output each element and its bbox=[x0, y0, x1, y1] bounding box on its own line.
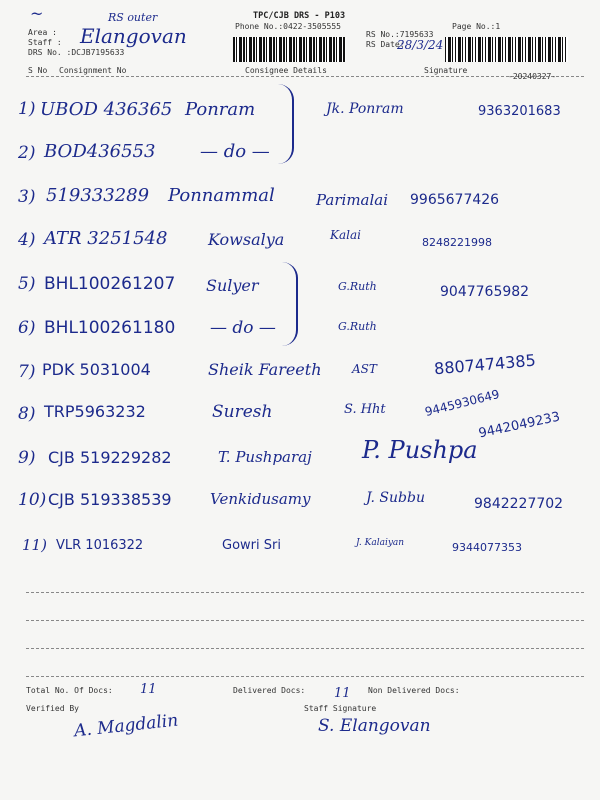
total-docs-value: 11 bbox=[140, 682, 157, 697]
receiver-signature: G.Ruth bbox=[338, 320, 377, 333]
receiver-signature: G.Ruth bbox=[338, 280, 377, 293]
receiver-signature: P. Pushpa bbox=[362, 436, 478, 464]
consignee-name: Sheik Fareeth bbox=[208, 360, 322, 379]
consignment-number: CJB 519229282 bbox=[48, 448, 172, 467]
consignee-name: Suresh bbox=[212, 402, 273, 422]
receiver-phone: 9363201683 bbox=[478, 104, 561, 119]
row-number: 1) bbox=[18, 99, 36, 119]
receiver-phone: 9445930649 bbox=[423, 386, 501, 420]
drs-number: DRS No. :DCJB7195633 bbox=[28, 48, 125, 57]
receiver-phone: 9047765982 bbox=[440, 284, 530, 300]
consignee-name: — do — bbox=[200, 141, 270, 162]
bracket bbox=[282, 262, 298, 346]
receiver-signature: Parimalai bbox=[316, 191, 389, 209]
top-mark: ~ bbox=[30, 4, 44, 23]
receiver-signature: Jk. Ponram bbox=[326, 101, 404, 117]
row-divider bbox=[26, 648, 584, 649]
receiver-phone: 8807474385 bbox=[433, 350, 537, 379]
consignment-number: ATR 3251548 bbox=[44, 228, 168, 249]
staff-signature: S. Elangovan bbox=[318, 716, 431, 736]
date-stamp: -20240327- bbox=[508, 72, 557, 81]
row-number: 4) bbox=[18, 230, 36, 250]
consignment-number: PDK 5031004 bbox=[42, 360, 151, 379]
col-sno: S No bbox=[28, 66, 48, 75]
consignee-name: Kowsalya bbox=[208, 230, 285, 249]
consignee-name: — do — bbox=[210, 318, 276, 338]
sheet-title: TPC/CJB DRS - P103 bbox=[253, 11, 346, 21]
row-number: 9) bbox=[18, 448, 36, 468]
col-consignment: Consignment No bbox=[59, 66, 127, 75]
consignee-name: Ponram bbox=[185, 99, 256, 120]
staff-label: Staff : bbox=[28, 38, 62, 47]
col-consignee: Consignee Details bbox=[245, 66, 327, 75]
receiver-phone: 9965677426 bbox=[410, 192, 500, 208]
barcode bbox=[233, 37, 346, 62]
row-number: 8) bbox=[18, 404, 36, 424]
consignment-number: BOD436553 bbox=[44, 141, 156, 162]
consignment-number: BHL100261207 bbox=[44, 274, 176, 294]
consignee-name: Venkidusamy bbox=[210, 490, 311, 508]
consignment-number: UBOD 436365 bbox=[40, 99, 173, 120]
row-number: 10) bbox=[18, 490, 47, 510]
rs-date-label: RS Date: bbox=[366, 40, 405, 49]
consignee-name: T. Pushparaj bbox=[218, 448, 312, 466]
phone-number: Phone No.:0422-3505555 bbox=[235, 22, 341, 31]
header-divider bbox=[26, 76, 584, 77]
staff-value: Elangovan bbox=[80, 24, 187, 48]
consignee-name: Sulyer bbox=[206, 276, 259, 295]
row-number: 2) bbox=[18, 143, 36, 163]
consignee-name: Ponnammal bbox=[168, 185, 275, 206]
row-number: 11) bbox=[22, 536, 47, 554]
footer-divider bbox=[26, 676, 584, 677]
consignment-number: TRP5963232 bbox=[44, 402, 146, 421]
receiver-phone: 9344077353 bbox=[452, 541, 522, 554]
receiver-signature: S. Hht bbox=[344, 402, 386, 417]
receiver-signature: AST bbox=[352, 362, 377, 376]
receiver-signature: Kalai bbox=[330, 228, 361, 242]
non-delivered-docs-label: Non Delivered Docs: bbox=[368, 686, 460, 695]
verified-by-label: Verified By bbox=[26, 704, 79, 713]
consignment-number: BHL100261180 bbox=[44, 318, 176, 338]
row-number: 6) bbox=[18, 318, 36, 338]
row-divider bbox=[26, 620, 584, 621]
row-number: 7) bbox=[18, 362, 36, 382]
bracket bbox=[278, 84, 294, 164]
delivered-docs-label: Delivered Docs: bbox=[233, 686, 306, 695]
consignment-number: VLR 1016322 bbox=[56, 538, 144, 553]
area-value: RS outer bbox=[108, 11, 158, 24]
rs-date-value: 28/3/24 bbox=[397, 38, 444, 52]
barcode-secondary bbox=[445, 37, 568, 62]
receiver-phone: 9842227702 bbox=[474, 496, 564, 512]
consignment-number: CJB 519338539 bbox=[48, 490, 172, 509]
page-number: Page No.:1 bbox=[452, 22, 501, 31]
rs-number: RS No.:7195633 bbox=[366, 30, 434, 39]
area-label: Area : bbox=[28, 28, 57, 37]
verified-by-signature: A. Magdalin bbox=[73, 710, 180, 742]
consignment-number: 519333289 bbox=[46, 185, 150, 206]
receiver-phone: 8248221998 bbox=[422, 236, 492, 249]
staff-signature-label: Staff Signature bbox=[304, 704, 377, 713]
col-signature: Signature bbox=[424, 66, 468, 75]
delivered-docs-value: 11 bbox=[334, 686, 351, 701]
receiver-signature: J. Subbu bbox=[366, 490, 425, 506]
total-docs-label: Total No. Of Docs: bbox=[26, 686, 113, 695]
consignee-name: Gowri Sri bbox=[222, 538, 281, 553]
row-number: 3) bbox=[18, 187, 36, 207]
receiver-phone: 9442049233 bbox=[477, 409, 562, 442]
row-divider bbox=[26, 592, 584, 593]
receiver-signature: J. Kalaiyan bbox=[356, 538, 405, 548]
row-number: 5) bbox=[18, 274, 36, 294]
